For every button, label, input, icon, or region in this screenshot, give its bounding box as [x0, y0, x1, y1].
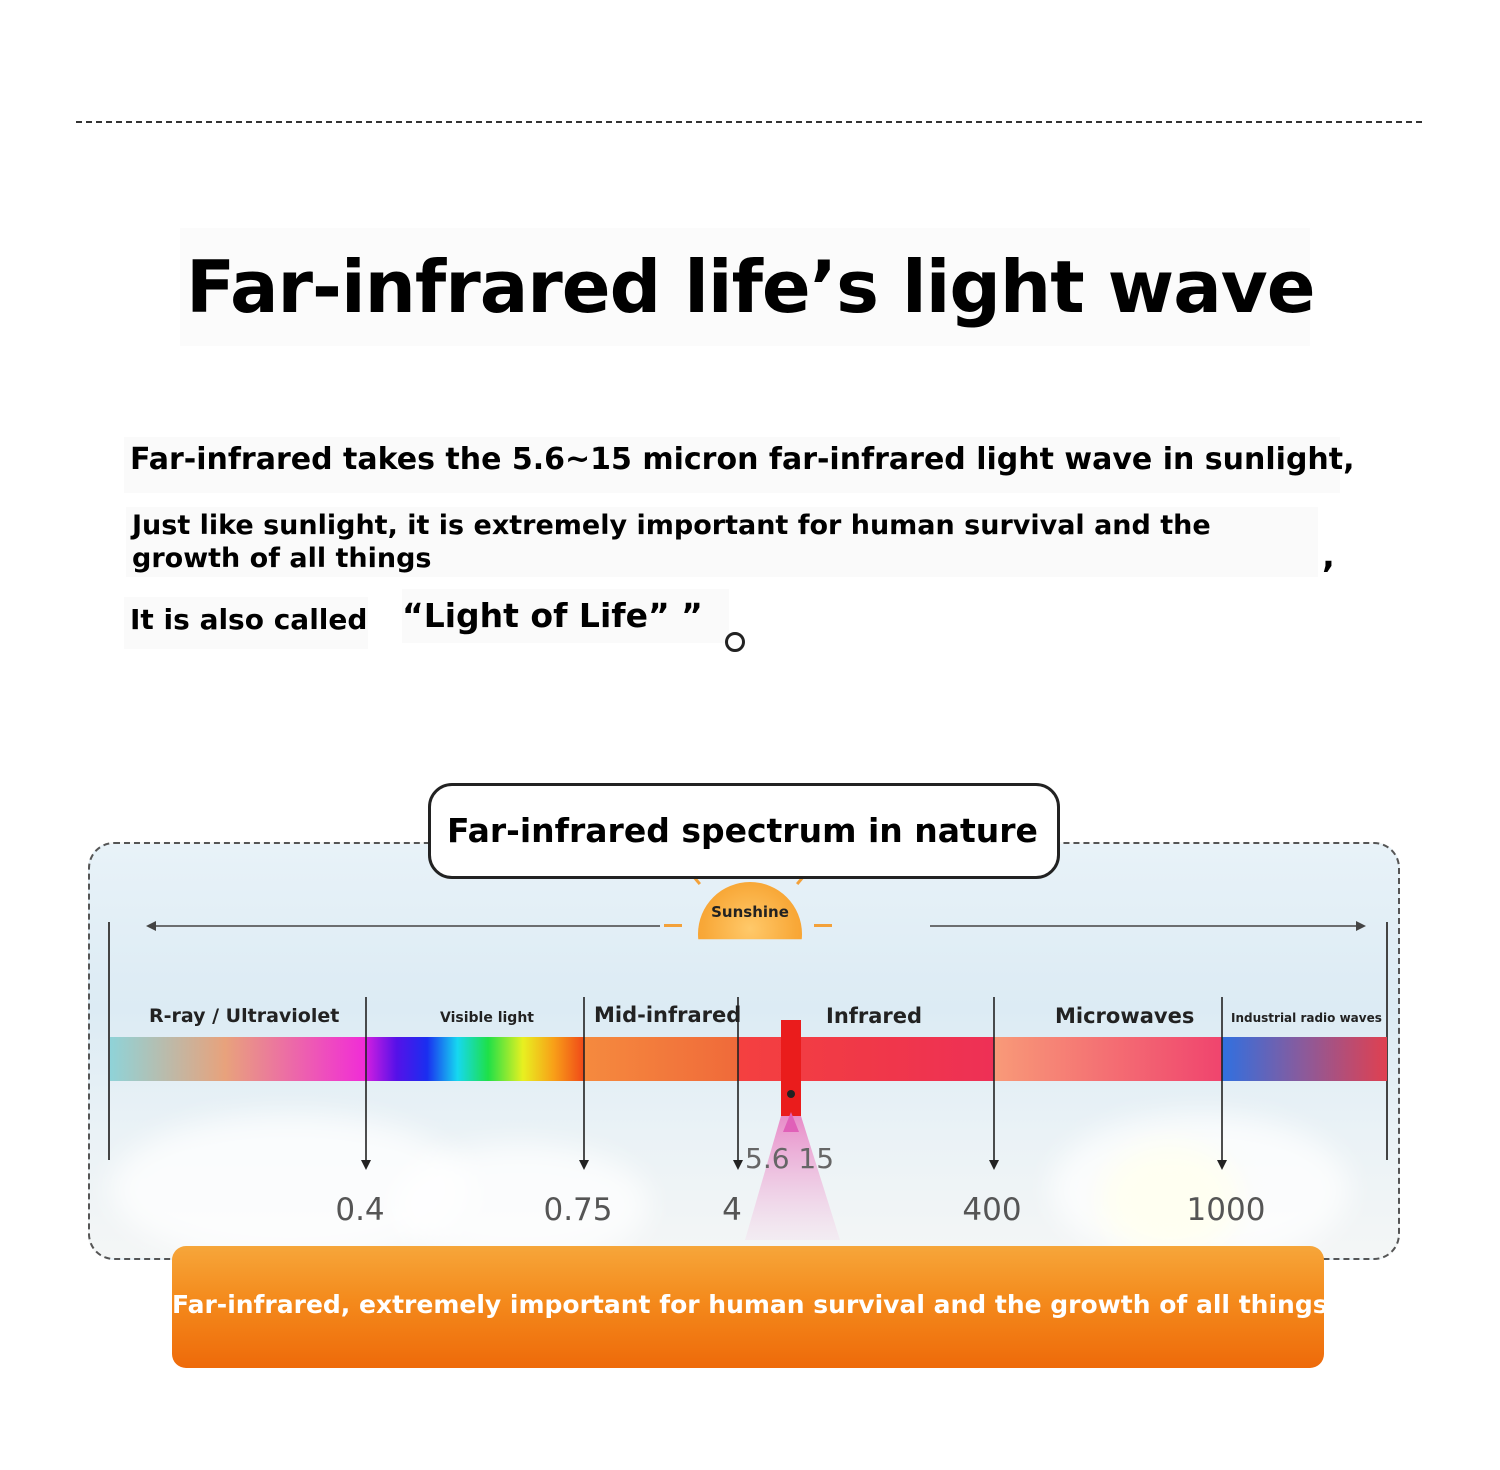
- intro-line-2-comma: ,: [1322, 536, 1335, 576]
- tick-label: 4: [722, 1192, 742, 1228]
- far-infrared-marker: [781, 1020, 801, 1116]
- band-visible-light: [366, 1037, 584, 1081]
- band-ultraviolet: [110, 1037, 366, 1081]
- band-industrial-radio: [1222, 1037, 1387, 1081]
- axis-arrow-right-icon: [1356, 921, 1366, 931]
- far-infrared-range-label: 5.6 15: [745, 1142, 835, 1175]
- tick-arrow-icon: [733, 1160, 743, 1170]
- tick-label: 1000: [1186, 1192, 1266, 1228]
- band-mid-infrared: [584, 1037, 738, 1081]
- tick-label: 0.75: [543, 1192, 613, 1228]
- axis-arrow-left-icon: [146, 921, 156, 931]
- light-of-life-quote: “Light of Life” ”: [402, 589, 729, 643]
- far-infrared-marker-dot: [787, 1090, 795, 1098]
- band-infrared: [738, 1037, 994, 1081]
- intro-line-1: Far-infrared takes the 5.6~15 micron far-infrared light wave in sunlight,: [124, 437, 1340, 493]
- band-microwaves: [994, 1037, 1222, 1081]
- page-title: Far-infrared life’s light wave: [180, 228, 1310, 346]
- tick-arrow-icon: [989, 1160, 999, 1170]
- tick-label: 0.4: [335, 1192, 385, 1228]
- band-label-mid-infrared: Mid-infrared: [594, 1003, 742, 1027]
- tick-arrow-icon: [1217, 1160, 1227, 1170]
- tick-arrow-icon: [579, 1160, 589, 1170]
- far-infrared-beam: [745, 1116, 840, 1240]
- band-label-microwaves: Microwaves: [1055, 1004, 1195, 1028]
- intro-line-2: Just like sunlight, it is extremely important for human survival and the growth of all things: [126, 507, 1318, 577]
- band-label-visible-light: Visible light: [440, 1010, 534, 1026]
- band-label-infrared: Infrared: [826, 1004, 923, 1028]
- band-label-industrial-radio: Industrial radio waves: [1231, 1011, 1382, 1025]
- tick-arrow-icon: [361, 1160, 371, 1170]
- sun-label: Sunshine: [711, 903, 789, 921]
- summary-banner: Far-infrared, extremely important for human survival and the growth of all things: [172, 1246, 1324, 1368]
- spectrum-heading: Far-infrared spectrum in nature: [428, 783, 1060, 879]
- tick-label: 400: [962, 1192, 1022, 1228]
- intro-line-3: It is also called: [124, 597, 368, 649]
- band-label-ultraviolet: R-ray / Ultraviolet: [149, 1005, 340, 1027]
